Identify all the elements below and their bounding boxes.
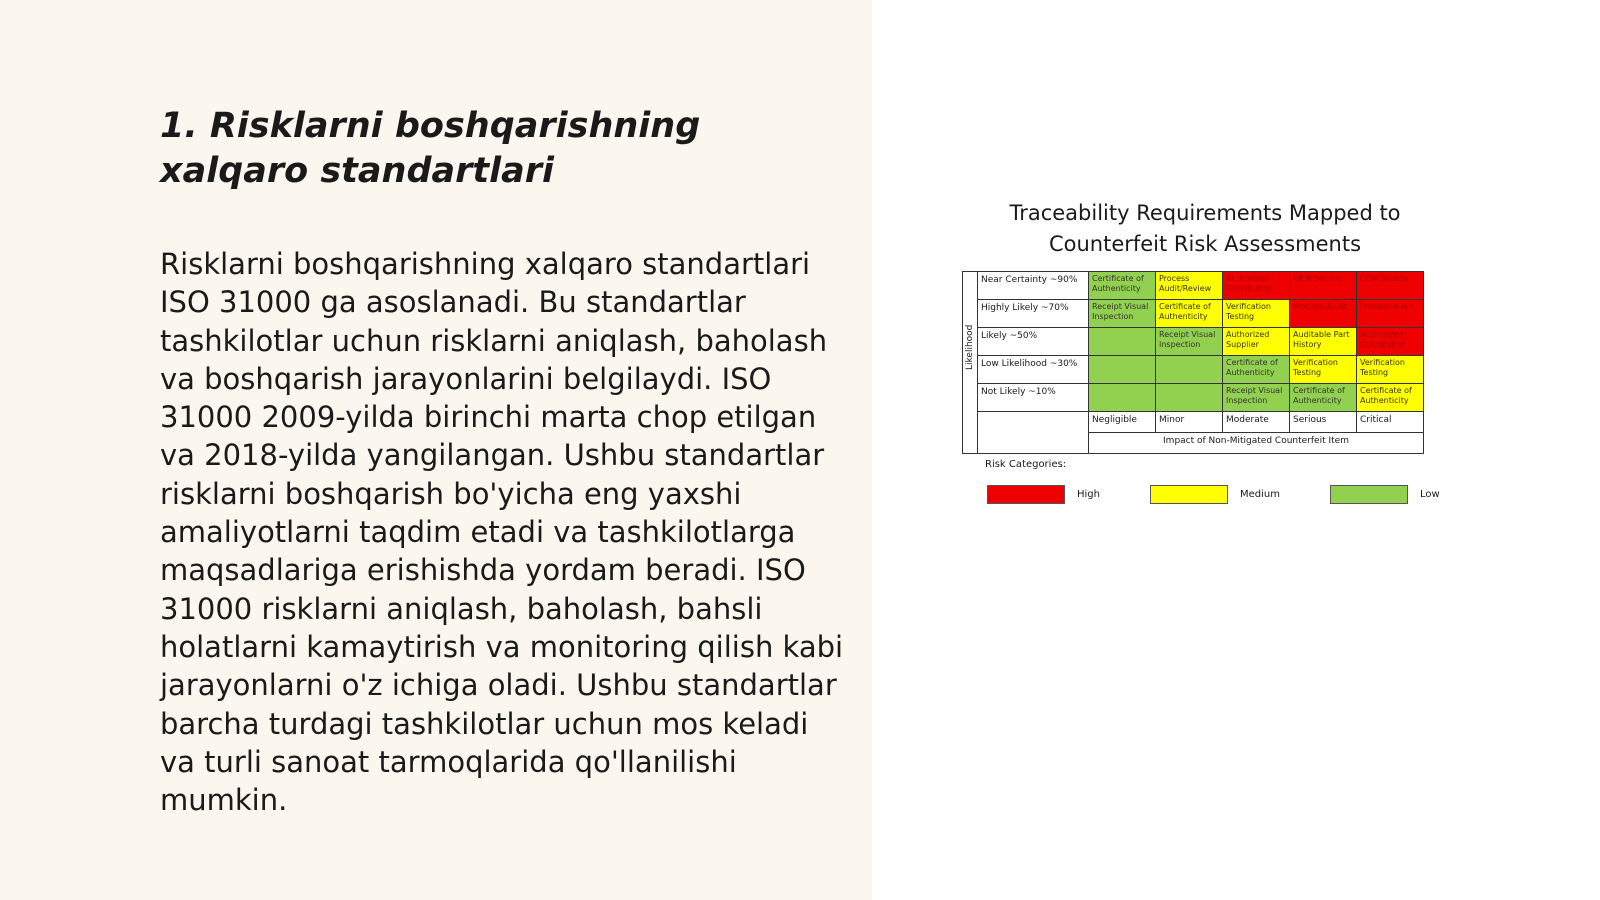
corner-cell bbox=[978, 412, 1089, 454]
matrix-row bbox=[963, 356, 1424, 384]
matrix-cell-medium: Authorized Supplier bbox=[1223, 328, 1290, 356]
likelihood-label: Highly Likely ~70% bbox=[978, 300, 1089, 328]
impact-level-label: Moderate bbox=[1223, 412, 1290, 433]
figure-title: Traceability Requirements Mapped to Counterfeit Risk Assessments bbox=[1009, 201, 1401, 256]
matrix-row bbox=[963, 272, 1424, 300]
matrix-cell-low: Receipt Visual Inspection bbox=[1223, 384, 1290, 412]
matrix-cell-medium: Verification Testing bbox=[1290, 356, 1357, 384]
matrix-cell-medium: Verification Testing bbox=[1357, 356, 1424, 384]
matrix-cell-low: Certificate of Authenticity bbox=[1223, 356, 1290, 384]
likelihood-axis-label: Likelihood bbox=[965, 324, 975, 370]
slide-title: 1. Risklarni boshqarishning xalqaro standartlari bbox=[160, 106, 701, 191]
legend-title: Risk Categories: bbox=[985, 459, 1067, 470]
risk-matrix-figure bbox=[955, 198, 1485, 518]
matrix-cell-medium: Auditable Part History bbox=[1290, 328, 1357, 356]
legend-swatch bbox=[1150, 485, 1228, 504]
matrix-cell-low: Certificate of Authenticity bbox=[1089, 272, 1156, 300]
impact-levels-row bbox=[963, 412, 1424, 433]
likelihood-axis bbox=[963, 272, 978, 454]
matrix-cell-high: Process Audit bbox=[1357, 300, 1424, 328]
matrix-cell-high: OEM Source bbox=[1357, 272, 1424, 300]
legend-label: Low bbox=[1419, 489, 1440, 500]
matrix-cell-low: Receipt Visual Inspection bbox=[1089, 300, 1156, 328]
matrix-cell-low bbox=[1089, 328, 1156, 356]
matrix-cell-low: Certificate of Authenticity bbox=[1290, 384, 1357, 412]
matrix-cell-high: Authorized Distribution bbox=[1223, 272, 1290, 300]
matrix-cell-low bbox=[1156, 356, 1223, 384]
likelihood-label: Not Likely ~10% bbox=[978, 384, 1089, 412]
impact-level-label: Critical bbox=[1357, 412, 1424, 433]
matrix-row bbox=[963, 300, 1424, 328]
impact-level-label: Minor bbox=[1156, 412, 1223, 433]
likelihood-label: Near Certainty ~90% bbox=[978, 272, 1089, 300]
matrix-cell-low bbox=[1089, 384, 1156, 412]
matrix-cell-low bbox=[1089, 356, 1156, 384]
legend-label: High bbox=[1077, 489, 1100, 500]
matrix-row bbox=[963, 328, 1424, 356]
matrix-cell-high: Authorized Distribution bbox=[1357, 328, 1424, 356]
matrix-cell-medium: Process Audit/Review bbox=[1156, 272, 1223, 300]
matrix-cell-medium: Verification Testing bbox=[1223, 300, 1290, 328]
impact-level-label: Negligible bbox=[1089, 412, 1156, 433]
likelihood-label: Low Likelihood ~30% bbox=[978, 356, 1089, 384]
matrix-cell-high: OEM Source bbox=[1290, 272, 1357, 300]
matrix-row bbox=[963, 384, 1424, 412]
matrix-cell-high: Process Audit bbox=[1290, 300, 1357, 328]
risk-matrix-table bbox=[962, 271, 1424, 454]
likelihood-label: Likely ~50% bbox=[978, 328, 1089, 356]
risk-legend bbox=[987, 485, 1490, 504]
matrix-cell-low bbox=[1156, 384, 1223, 412]
matrix-cell-medium: Certificate of Authenticity bbox=[1357, 384, 1424, 412]
impact-axis-label: Impact of Non-Mitigated Counterfeit Item bbox=[1089, 433, 1424, 454]
legend-swatch bbox=[1330, 485, 1408, 504]
slide-body-text: Risklarni boshqarishning xalqaro standartlari ISO 31000 ga asoslanadi. Bu standartlar tashkilotlar uchun risklarni aniqlash, baholash va boshqarish jarayonlarini belgilaydi. ISO 31000 2009-yilda birinchi marta chop etilgan va 2018-yilda yangilangan. Ushbu standartlar risklarni boshqarish bo'yicha eng yaxshi amaliyotlarni taqdim etadi va tashkilotlarga maqsadlariga erishishda yordam beradi. ISO 31000 risklarni aniqlash, baholash, bahsli holatlarni kamaytirish va monitoring qilish kabi jarayonlarni o'z ichiga oladi. Ushbu standartlar barcha turdagi tashkilotlar uchun mos keladi va turli sanoat tarmoqlarida qo'llanilishi mumkin. bbox=[160, 247, 844, 818]
legend-swatch bbox=[987, 485, 1065, 504]
matrix-cell-medium: Certificate of Authenticity bbox=[1156, 300, 1223, 328]
matrix-cell-low: Receipt Visual Inspection bbox=[1156, 328, 1223, 356]
impact-level-label: Serious bbox=[1290, 412, 1357, 433]
legend-label: Medium bbox=[1239, 489, 1280, 500]
